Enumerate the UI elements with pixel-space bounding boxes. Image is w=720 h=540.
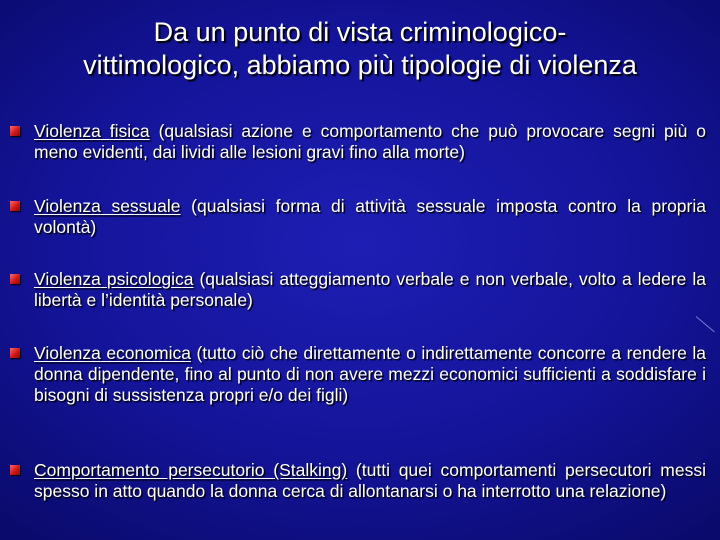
bullet-term <box>34 343 191 363</box>
slide-title-line-2: vittimologico, abbiamo più tipologie di violenza <box>83 50 637 80</box>
bullet-term-part-2: fisica <box>109 121 150 141</box>
bullet-term-part-1: Violenza <box>34 196 101 216</box>
bullet-square-icon <box>10 274 20 284</box>
bullet-term <box>34 196 181 216</box>
bullet-term-part-2: sessuale <box>111 196 181 216</box>
bullet-description: (tutti quei comportamenti persecutori messi spesso in atto quando la donna cerca di allontanarsi o ha interrotto una relazione) <box>34 460 706 501</box>
bullet-square-icon <box>10 348 20 358</box>
bullet-term <box>34 460 347 480</box>
bullet-term-part-1: Violenza <box>34 343 101 363</box>
bullet-description: (qualsiasi forma di attività sessuale imposta contro la propria volontà) <box>34 196 706 237</box>
bullet-term-part-1: Comportamento persecutorio <box>34 460 265 480</box>
bullet-item-sexual <box>34 196 706 238</box>
bullet-term-part-1: Violenza <box>34 269 101 289</box>
slide-title-line-1: Da un punto di vista criminologico- <box>153 17 567 47</box>
bullet-description: (qualsiasi atteggiamento verbale e non verbale, volto a ledere la libertà e l’identità personale) <box>34 269 706 310</box>
bullet-item-stalking <box>34 460 706 502</box>
bullet-square-icon <box>10 465 20 475</box>
bullet-term <box>34 121 150 141</box>
bullet-square-icon <box>10 201 20 211</box>
bullet-term-part-2: economica <box>106 343 191 363</box>
bullet-item-physical <box>34 121 706 163</box>
bullet-term-part-1: Violenza <box>34 121 101 141</box>
bullet-term-part-2: (Stalking) <box>273 460 348 480</box>
bullet-description: (qualsiasi azione e comportamento che può provocare segni più o meno evidenti, dai lividi alle lesioni gravi fino alla morte) <box>34 121 706 162</box>
bullet-term-part-2: psicologica <box>106 269 194 289</box>
bullet-square-icon <box>10 126 20 136</box>
bullet-description: (tutto ciò che direttamente o indirettamente concorre a rendere la donna dipendente, fino al punto di non avere mezzi economici sufficienti a soddisfare i bisogni di sussistenza propri e/o dei figli) <box>34 343 706 405</box>
bullet-item-economic <box>34 343 706 406</box>
bullet-term <box>34 269 193 289</box>
bullet-item-psychological <box>34 269 706 311</box>
